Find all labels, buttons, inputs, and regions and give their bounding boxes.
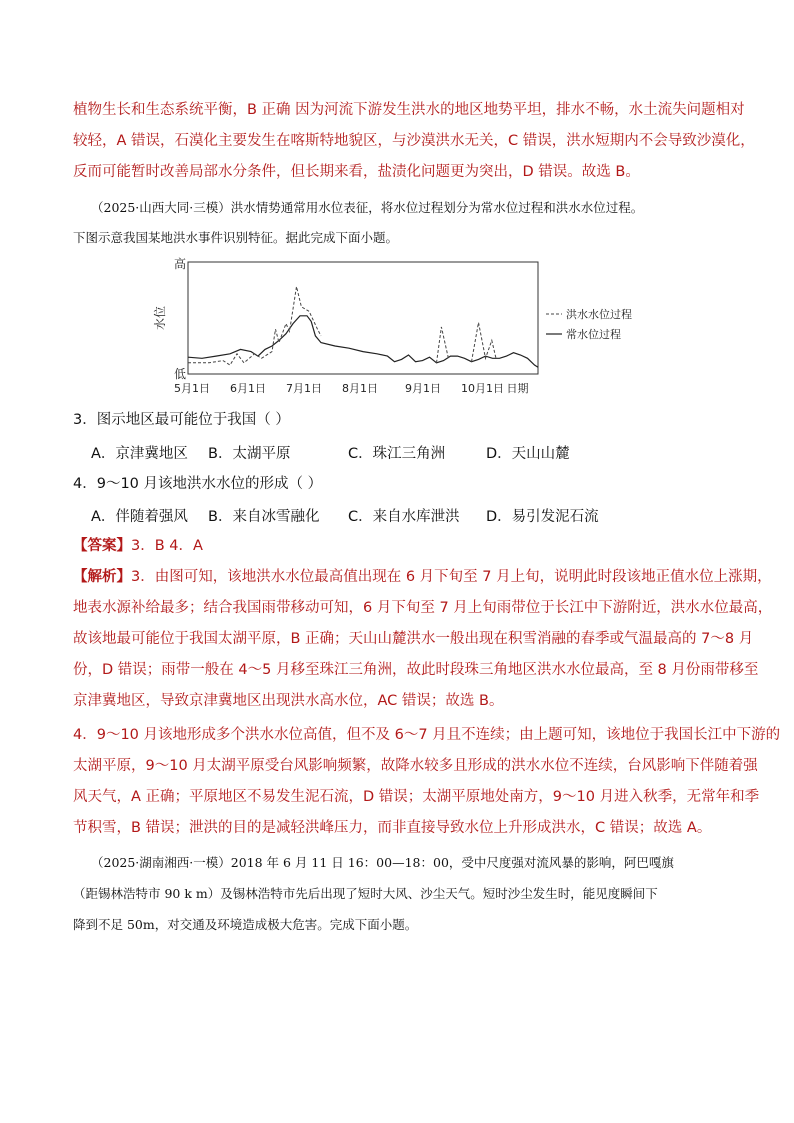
q4-option-c[interactable]: C．来自水库泄洪	[348, 509, 460, 525]
answer-line	[73, 536, 203, 556]
q4-stem: 4．9～10 月该地洪水水位的形成（ ）	[73, 476, 323, 492]
q3-option-c[interactable]: C．珠江三角洲	[348, 446, 446, 462]
analysis-line-5: 京津冀地区，导致京津冀地区出现洪水高水位，AC 错误；故选 B。	[73, 693, 504, 709]
analysis-text-1: 3．由图可知，该地洪水水位最高值出现在 6 月下旬至 7 月上旬，说明此时段该地正值水位上涨期，	[131, 569, 772, 585]
prev-analysis-line-3: 反而可能暂时改善局部水分条件，但长期来看，盐渍化问题更为突出，D 错误。故选 B。	[73, 164, 640, 180]
series-flood-level-line-summer	[188, 287, 321, 365]
q3-option-a[interactable]: A．京津冀地区	[91, 446, 188, 462]
y-axis-label: 水位	[153, 305, 167, 330]
water-level-chart	[153, 252, 660, 402]
analysis-tag: 【解析】	[73, 569, 131, 585]
q3-option-b[interactable]: B．太湖平原	[208, 446, 291, 462]
answer-text: 3．B 4．A	[131, 538, 203, 554]
x-tick-label: 5月1日	[174, 382, 210, 395]
x-tick-label: 6月1日	[230, 382, 266, 395]
x-tick-label: 日期	[506, 382, 529, 395]
series-flood-level-line-september	[437, 327, 449, 363]
y-low-label: 低	[174, 367, 187, 381]
x-tick-label: 7月1日	[286, 382, 322, 395]
analysis4-line-3: 风天气，A 正确；平原地区不易发生泥石流，D 错误；太湖平原地处南方，9～10 月进入秋季，无常年和季	[73, 789, 760, 805]
legend-flood-level: 洪水水位过程	[566, 308, 632, 321]
question-intro-line-2: 下图示意我国某地洪水事件识别特征。据此完成下面小题。	[73, 230, 399, 245]
analysis4-line-4: 节积雪，B 错误；泄洪的目的是减轻洪峰压力，而非直接导致水位上升形成洪水，C 错误；故选 A。	[73, 820, 712, 836]
prev-analysis-line-2: 较轻，A 错误，石漠化主要发生在喀斯特地貌区，与沙漠洪水无关，C 错误，洪水短期内不会导致沙漠化，	[73, 133, 755, 149]
x-tick-label: 10月1日	[461, 382, 504, 395]
q4-option-d[interactable]: D．易引发泥石流	[486, 509, 599, 525]
question-intro2-line-3: 降到不足 50m，对交通及环境造成极大危害。完成下面小题。	[73, 917, 418, 932]
prev-analysis-line-1: 植物生长和生态系统平衡，B 正确 因为河流下游发生洪水的地区地势平坦，排水不畅，水土流失问题相对	[73, 102, 745, 118]
question-intro2-line-1: （2025·湖南湘西·一模）2018 年 6 月 11 日 16：00—18：00，受中尺度强对流风暴的影响，阿巴嘎旗	[91, 855, 674, 870]
analysis4-line-2: 太湖平原，9～10 月太湖平原受台风影响频繁，故降水较多且形成的洪水水位不连续，台风影响下伴随着强	[73, 758, 758, 774]
analysis-line-4: 份，D 错误；雨带一般在 4～5 月移至珠江三角洲，故此时段珠三角地区洪水水位最高，至 8 月份雨带移至	[73, 662, 759, 678]
q4-option-a[interactable]: A．伴随着强风	[91, 509, 188, 525]
question-intro2-line-2: （距锡林浩特市 90 k m）及锡林浩特市先后出现了短时大风、沙尘天气。短时沙尘发生时，能见度瞬间下	[73, 886, 658, 901]
y-high-label: 高	[174, 257, 187, 271]
q4-option-b[interactable]: B．来自冰雪融化	[208, 509, 320, 525]
question-intro-line-1: （2025·山西大同·三模）洪水情势通常用水位表征，将水位过程划分为常水位过程和洪水水位过程。	[91, 200, 644, 215]
legend-normal-level: 常水位过程	[566, 328, 621, 341]
analysis-line-2: 地表水源补给最多；结合我国雨带移动可知，6 月下旬至 7 月上旬雨带位于长江中下游附近，洪水水位最高，	[73, 600, 773, 616]
series-flood-level-line-october	[472, 323, 497, 362]
q3-stem: 3．图示地区最可能位于我国（ ）	[73, 412, 290, 428]
q3-option-d[interactable]: D．天山山麓	[486, 446, 570, 462]
x-tick-label: 8月1日	[342, 382, 378, 395]
answer-tag: 【答案】	[73, 538, 131, 554]
analysis-line-1	[73, 567, 772, 587]
x-tick-label: 9月1日	[405, 382, 441, 395]
analysis4-line-1: 4．9～10 月该地形成多个洪水水位高值，但不及 6～7 月且不连续；由上题可知，该地位于我国长江中下游的	[73, 727, 781, 743]
analysis-line-3: 故该地最可能位于我国太湖平原，B 正确；天山山麓洪水一般出现在积雪消融的春季或气温最高的 7～8 月	[73, 631, 754, 647]
